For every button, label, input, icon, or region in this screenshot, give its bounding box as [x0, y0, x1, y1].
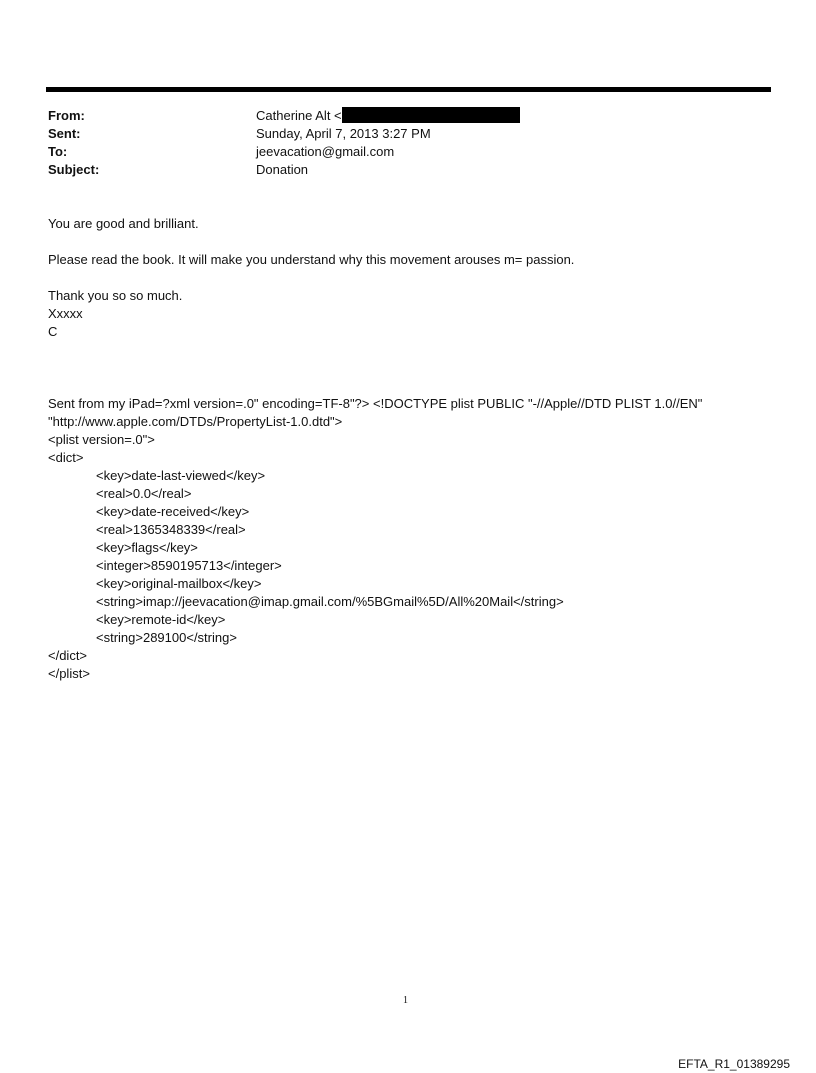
dict-open: <dict> — [48, 450, 84, 465]
body-line: You are good and brilliant. — [48, 216, 199, 231]
from-label: From: — [48, 108, 85, 123]
to-value: jeevacation@gmail.com — [256, 144, 395, 159]
dict-close: </dict> — [48, 648, 88, 663]
plist-line: <string>imap://jeevacation@imap.gmail.com/%5BGmail%5D/All%20Mail</string> — [96, 594, 564, 609]
header-rule — [46, 87, 771, 92]
plist-sent-from: Sent from my iPad=?xml version=.0" encoding=TF-8"?> <!DOCTYPE plist PUBLIC "-//Apple//DTD PLIST 1.0//EN" — [48, 396, 703, 411]
plist-line: <key>date-last-viewed</key> — [96, 468, 266, 483]
subject-value: Donation — [256, 162, 309, 177]
redaction-box — [342, 107, 520, 123]
sent-value: Sunday, April 7, 2013 3:27 PM — [256, 126, 431, 141]
document-id: EFTA_R1_01389295 — [678, 1057, 790, 1071]
plist-close: </plist> — [48, 666, 90, 681]
body-line: Thank you so so much. — [48, 288, 183, 303]
plist-line: <string>289100</string> — [96, 630, 237, 645]
from-value — [256, 107, 520, 125]
plist-line: <real>0.0</real> — [96, 486, 192, 501]
plist-line: <key>original-mailbox</key> — [96, 576, 262, 591]
body-line: Please read the book. It will make you understand why this movement arouses m= passion. — [48, 252, 575, 267]
plist-line: <integer>8590195713</integer> — [96, 558, 282, 573]
to-label: To: — [48, 144, 68, 159]
page-number: 1 — [403, 995, 408, 1006]
plist-line: <key>remote-id</key> — [96, 612, 226, 627]
sent-label: Sent: — [48, 126, 81, 141]
plist-dtd-url: "http://www.apple.com/DTDs/PropertyList-1.0.dtd"> — [48, 414, 343, 429]
plist-line: <key>date-received</key> — [96, 504, 250, 519]
plist-line: <key>flags</key> — [96, 540, 198, 555]
from-name: Catherine Alt < — [256, 108, 342, 123]
body-line: Xxxxx — [48, 306, 83, 321]
plist-open: <plist version=.0"> — [48, 432, 155, 447]
plist-line: <real>1365348339</real> — [96, 522, 246, 537]
subject-label: Subject: — [48, 162, 100, 177]
body-line: C — [48, 324, 58, 339]
